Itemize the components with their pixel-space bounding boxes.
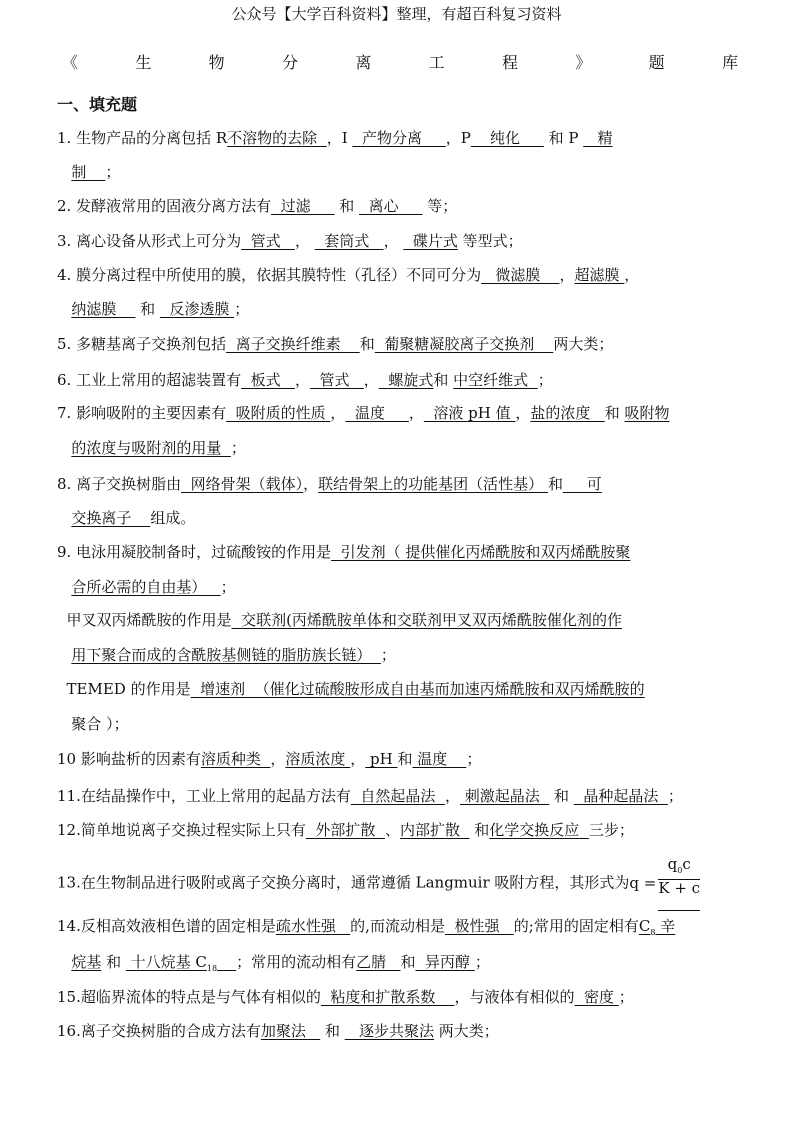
title-char: 程 [501,53,518,72]
question-text: ， [559,266,575,284]
answer-blank: 粘度和扩散系数 [320,988,455,1006]
answer-blank: 内部扩散 [399,821,470,839]
answer-blank: 离心 [359,197,423,215]
question-text: 4. 膜分离过程中所使用的膜，依据其膜特性（孔径）不同可分为 [57,266,482,284]
question-text [57,300,71,318]
question-text: 和 [549,787,574,805]
question-text: 和 [320,1022,345,1040]
answer-blank: 产物分离 [352,129,446,147]
text-line [57,231,523,251]
answer-blank: 套筒式 [314,232,384,250]
answer-blank: 精 [583,129,613,147]
question-text: ， [330,404,346,422]
answer-blank: 乙腈 [356,953,401,971]
title-char: 生 [135,53,152,72]
answer-blank: 碟片式 [403,232,458,250]
question-text: 3. 离心设备从形式上可分为 [57,232,242,250]
title-char: 工 [428,53,445,72]
answer-blank: 增速剂 （催化过硫酸胺形成自由基而加速丙烯酰胺和双丙烯酰胺的 [190,680,645,698]
text-line [57,714,129,734]
question-text: 两大类； [434,1022,499,1040]
question-text: 6. 工业上常用的超滤装置有 [57,371,242,389]
text-line [57,786,683,806]
question-text: ， [515,404,531,422]
text-line [57,679,645,699]
answer-blank: 温度 [345,404,409,422]
question-text: 甲叉双丙烯酰胺的作用是 [57,611,232,629]
answer-blank: 外部扩散 [305,821,385,839]
answer-blank: 的浓度与吸附剂的用量 [71,439,231,457]
text-line [57,645,396,665]
question-text [57,646,71,664]
question-text: 14.反相高效液相色谱的固定相是 [57,917,276,935]
answer-blank: 交联剂(丙烯酰胺单体和交联剂甲叉双丙烯酰胺催化剂的作 [231,611,622,629]
title-char: 分 [281,53,298,72]
question-text: 和 [400,953,416,971]
answer-blank: pH [365,750,398,768]
question-text: ； [474,953,490,971]
answer-blank: 管式 [241,232,295,250]
answer-blank: 刺激起晶法 [459,787,550,805]
title-char: 离 [355,53,372,72]
answer-blank: 纳滤膜 [71,300,136,318]
answer-blank: 烷基 [71,953,102,971]
answer-blank: 板式 [241,371,295,389]
question-text [57,439,71,457]
text-line [57,474,602,494]
question-text: 10 影响盐析的因素有 [57,750,201,768]
answer-blank: 微滤膜 [481,266,560,284]
answer-blank: 疏水性强 [275,917,351,935]
question-text: ， [363,371,379,389]
answer-blank: 辛 [655,917,676,935]
answer-blank: 反渗透膜 [159,300,235,318]
answer-blank: 盐的浓度 [530,404,605,422]
answer-blank: 逐步共聚法 [344,1022,435,1040]
text-line [57,610,622,630]
text-line [57,749,481,769]
answer-blank: 引发剂（ 提供催化丙烯酰胺和双丙烯酰胺聚 [331,543,631,561]
question-text: 等型式； [457,232,523,250]
page-header: 公众号【大学百科资料】整理，有超百科复习资料 [231,5,562,23]
question-text: ，与液体有相似的 [454,988,575,1006]
text-line [57,299,249,319]
text-line [57,987,634,1007]
question-text: 和 [604,404,625,422]
question-text: ； [466,750,482,768]
title-char: 《 [62,53,79,72]
question-text: 9. 电泳用凝胶制备时，过硫酸铵的作用是 [57,543,332,561]
section-heading: 一、填充题 [57,95,138,114]
answer-blank: 自然起晶法 [350,787,445,805]
question-text: ； [618,988,634,1006]
answer-blank: 中空纤维式 [453,371,538,389]
answer-blank: 离子交换纤维素 [226,335,360,353]
question-text: 聚合 ）； [57,715,129,733]
answer-blank: 过滤 [271,197,335,215]
langmuir-formula: q = $\frac{q_0c}{K + c}$ [629,874,700,892]
question-text: ， [294,232,315,250]
answer-blank: 交换离子 [71,509,151,527]
question-text: ； [667,787,683,805]
title-char: 库 [721,53,738,72]
answer-blank: 吸附物 [624,404,670,422]
text-line [57,128,613,148]
question-text: ， [350,750,366,768]
question-text: 和 [469,821,490,839]
text-line [57,438,246,458]
question-text: 、 [384,821,400,839]
question-text: 和 [334,197,360,215]
question-text: ，I [326,129,353,147]
text-line [57,916,675,943]
question-text: 和 [397,750,413,768]
title-char: 物 [208,53,225,72]
question-text: 和 [101,953,126,971]
answer-blank: 制 [71,163,106,181]
question-text: ； [537,371,553,389]
answer-blank: 晶种起晶法 [573,787,668,805]
title-char: 》 [575,53,592,72]
answer-blank: 十八烷基 $C_{18}$ [125,953,218,973]
answer-blank: 异丙醇 [415,953,475,971]
question-text: 等； [422,197,458,215]
question-text: ， [383,232,404,250]
question-text: 组成。 [150,509,196,527]
question-text: ； [105,163,121,181]
question-text: 16.离子交换树脂的合成方法有 [57,1022,261,1040]
answer-blank: 化学交换反应 [489,821,589,839]
text-line [57,162,120,182]
question-text: 15.超临界流体的特点是与气体有相似的 [57,988,321,1006]
answer-blank: 溶质浓度 [285,750,351,768]
answer-blank: 溶质种类 [200,750,271,768]
text-line [57,508,195,528]
answer-blank: 纯化 [470,129,544,147]
answer-blank: 溶液 pH 值 [423,404,516,422]
question-text: 三步； [588,821,634,839]
text-line [57,577,236,597]
question-text: 1. 生物产品的分离包括 R [57,129,228,147]
answer-blank: 葡聚糖凝胶离子交换剂 [374,335,554,353]
question-text: 和 P [543,129,584,147]
answer-blank: 不溶物的去除 [227,129,327,147]
text-line [57,334,613,354]
text-line [57,403,669,423]
question-text: 2. 发酵液常用的固液分离方法有 [57,197,272,215]
text-line [57,820,634,840]
question-text: ， [294,371,310,389]
question-text: 11.在结晶操作中，工业上常用的起晶方法有 [57,787,351,805]
question-text [57,953,71,971]
answer-blank: 用下聚合而成的含酰胺基侧链的脂肪族长链） [71,646,381,664]
question-text: ；常用的流动相有 [236,953,357,971]
text-line [57,542,630,562]
document-title [62,50,738,73]
question-text: 和 [547,475,563,493]
question-text: 7. 影响吸附的主要因素有 [57,404,227,422]
question-text: ； [220,578,236,596]
question-text: 和 [433,371,454,389]
question-text [57,163,71,181]
question-text: ； [380,646,396,664]
text-line [57,856,700,911]
text-line [57,1021,499,1041]
question-text: ，P [445,129,471,147]
answer-blank: 密度 [574,988,619,1006]
question-text: 5. 多糖基离子交换剂包括 [57,335,227,353]
answer-blank: 联结骨架上的功能基团（活性基） [318,475,548,493]
answer-blank: 温度 [412,750,467,768]
question-text: ， [444,787,460,805]
answer-blank: $C_8$ [638,917,656,937]
question-text: ； [234,300,250,318]
text-line [57,265,639,285]
question-text [57,578,71,596]
question-text: 的,而流动相是 [350,917,445,935]
question-text: ； [230,439,246,457]
answer-blank: 可 [562,475,602,493]
answer-blank [217,953,236,971]
question-text: TEMED 的作用是 [57,680,191,698]
question-text: 和 [359,335,375,353]
question-text: ， [408,404,424,422]
question-text: 两大类； [553,335,614,353]
answer-blank: 管式 [309,371,364,389]
answer-blank: 极性强 [444,917,514,935]
question-text: 13.在生物制品进行吸附或离子交换分离时，通常遵循 Langmuir 吸附方程，其形式为 [57,873,630,892]
question-text: ， [270,750,286,768]
question-text: 8. 离子交换树脂由 [57,475,182,493]
answer-blank: 网络骨架（载体） [181,475,304,493]
text-line [57,952,490,979]
question-text: 12.简单地说离子交换过程实际上只有 [57,821,306,839]
question-text [57,509,71,527]
answer-blank: 吸附质的性质 [226,404,331,422]
title-char: 题 [648,53,665,72]
answer-blank: 加聚法 [260,1022,321,1040]
answer-blank: 螺旋式 [378,371,434,389]
text-line [57,196,457,216]
question-text: ， [624,266,640,284]
text-line [57,370,553,390]
question-text: 的;常用的固定相有 [513,917,639,935]
question-text: ， [303,475,319,493]
question-text: 和 [135,300,160,318]
answer-blank: 合所必需的自由基） [71,578,221,596]
answer-blank: 超滤膜 [574,266,625,284]
